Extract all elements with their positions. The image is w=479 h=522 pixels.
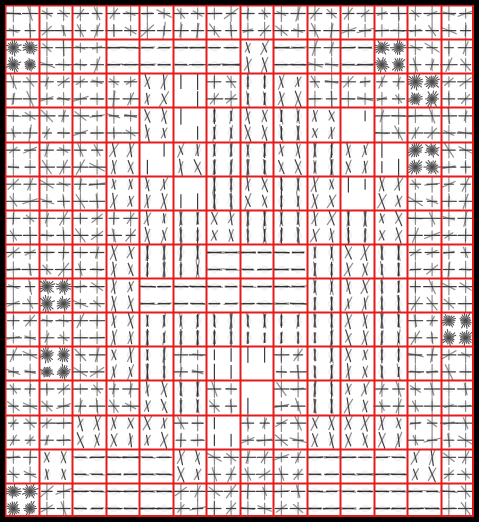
hog-cell — [348, 176, 365, 192]
hog-cell — [140, 6, 171, 39]
hog-cell — [207, 450, 238, 483]
hog-cell — [441, 416, 475, 447]
hog-cell — [408, 279, 440, 312]
hog-cell — [174, 347, 206, 380]
hog-cell — [210, 108, 235, 141]
hog-cell — [341, 487, 373, 512]
hog-cell — [173, 483, 206, 517]
hog-cell — [39, 279, 71, 312]
hog-cell — [143, 416, 168, 448]
hog-cell — [110, 313, 135, 345]
hog-cell — [210, 176, 235, 210]
hog-cell — [344, 313, 369, 346]
hog-cell — [5, 74, 37, 107]
hog-cell — [6, 382, 37, 414]
hog-cell — [41, 75, 71, 106]
hog-cell — [143, 244, 168, 277]
hog-cell — [143, 314, 168, 346]
hog-cell — [7, 450, 37, 482]
hog-cell — [344, 348, 369, 380]
hog-cell — [409, 6, 440, 39]
hog-cell — [311, 416, 336, 448]
hog-cell — [73, 144, 105, 175]
hog-cell — [177, 450, 202, 482]
hog-cell — [308, 7, 339, 39]
hog-cell — [240, 249, 272, 274]
hog-cell — [109, 381, 139, 413]
hog-cell — [210, 313, 235, 347]
hog-cell — [143, 109, 168, 142]
hog-cell — [378, 313, 403, 346]
hog-cell — [341, 453, 374, 478]
hog-cell — [143, 178, 168, 209]
hog-cell — [39, 7, 72, 39]
hog-cell — [341, 6, 373, 38]
hog-cell — [344, 244, 369, 276]
hog-cell — [277, 142, 302, 174]
hog-cell — [214, 418, 231, 447]
hog-cell — [106, 211, 137, 243]
hog-cell — [110, 280, 135, 312]
hog-cell — [143, 212, 168, 244]
hog-cell — [275, 415, 306, 448]
hog-cell — [241, 483, 273, 515]
hog-visualization — [5, 5, 474, 517]
hog-cell — [277, 108, 302, 141]
hog-cell — [407, 210, 440, 243]
hog-cell — [274, 283, 307, 308]
hog-cell — [73, 176, 105, 210]
hog-cell — [207, 6, 238, 39]
hog-cell — [6, 111, 39, 142]
hog-cell — [311, 244, 336, 277]
hog-cell — [110, 179, 135, 209]
hog-cell — [408, 143, 440, 174]
hog-cell — [308, 75, 339, 107]
hog-cell — [444, 246, 472, 278]
hog-cell — [139, 453, 172, 478]
hog-cell — [181, 194, 198, 209]
hog-cell — [181, 108, 198, 140]
hog-cell — [248, 347, 265, 362]
hog-cell — [40, 177, 71, 208]
hog-cell — [110, 143, 135, 173]
hog-cell — [210, 212, 235, 242]
hog-cell — [39, 483, 71, 516]
hog-cell — [73, 212, 103, 243]
hog-cell — [177, 313, 202, 346]
hog-cell — [40, 347, 70, 380]
hog-cell — [39, 210, 71, 243]
hog-cell — [374, 453, 407, 478]
hog-cell — [407, 109, 440, 139]
hog-cell — [407, 487, 439, 512]
hog-cell — [244, 143, 269, 175]
hog-cell — [407, 347, 438, 380]
hog-canvas — [5, 5, 474, 517]
hog-cell — [408, 382, 440, 415]
hog-cell — [244, 177, 269, 209]
hog-cell — [174, 416, 204, 448]
hog-cell — [442, 347, 473, 380]
hog-cell — [378, 279, 403, 311]
hog-cell — [442, 142, 472, 174]
hog-cell — [73, 43, 105, 73]
hog-cell — [72, 108, 104, 142]
hog-cell — [242, 7, 271, 39]
hog-cell — [441, 210, 473, 242]
hog-cell — [110, 347, 135, 379]
hog-cell — [206, 283, 238, 308]
hog-cell — [39, 110, 70, 140]
hog-cell — [307, 40, 339, 72]
hog-cell — [411, 449, 436, 482]
hog-cell — [344, 382, 369, 414]
hog-cell — [206, 484, 238, 516]
hog-cell — [139, 283, 171, 308]
hog-cell — [441, 40, 473, 72]
hog-cell — [277, 313, 302, 344]
hog-cell — [72, 487, 105, 512]
hog-cell — [39, 418, 71, 445]
hog-cell — [173, 283, 205, 308]
hog-cell — [277, 210, 302, 243]
hog-cell — [177, 244, 202, 277]
hog-cell — [5, 348, 37, 380]
hog-cell — [277, 176, 302, 210]
hog-cell — [174, 8, 205, 39]
hog-cell — [5, 312, 36, 345]
hog-cell — [106, 6, 138, 36]
hog-cell — [374, 108, 406, 142]
hog-cell — [40, 383, 71, 414]
hog-cell — [43, 452, 68, 480]
hog-cell — [139, 44, 171, 69]
hog-cell — [374, 381, 405, 414]
hog-cell — [407, 415, 440, 448]
hog-cell — [177, 143, 202, 175]
hog-cell — [244, 210, 269, 244]
hog-cell — [375, 6, 407, 38]
hog-cell — [7, 278, 38, 311]
hog-cell — [378, 244, 403, 277]
hog-cell — [244, 313, 269, 343]
hog-cell — [110, 416, 135, 447]
hog-cell — [409, 41, 440, 73]
hog-cell — [341, 77, 373, 107]
hog-cell — [377, 74, 405, 105]
hog-cell — [341, 44, 374, 69]
hog-cell — [106, 109, 138, 139]
hog-cell — [311, 111, 336, 139]
hog-cell — [441, 484, 474, 517]
hog-cell — [378, 211, 403, 243]
hog-cell — [410, 245, 441, 277]
hog-cell — [442, 450, 474, 481]
hog-cell — [6, 5, 38, 39]
hog-cell — [344, 143, 369, 174]
hog-cell — [408, 176, 439, 209]
hog-cell — [106, 453, 139, 478]
hog-cell — [378, 347, 403, 380]
hog-cell — [378, 177, 403, 209]
hog-cell — [206, 75, 237, 107]
hog-cell — [174, 44, 206, 69]
hog-cell — [208, 381, 237, 414]
hog-cell — [273, 44, 306, 69]
hog-cell — [344, 210, 369, 244]
hog-cell — [7, 142, 37, 175]
hog-cell — [73, 246, 104, 278]
hog-cell — [177, 211, 202, 244]
hog-cell — [311, 278, 336, 310]
hog-cell — [311, 347, 336, 380]
hog-cell — [382, 143, 399, 175]
hog-cell — [147, 144, 164, 174]
hog-cell — [408, 315, 437, 345]
hog-cell — [73, 76, 104, 104]
hog-cell — [143, 74, 168, 106]
hog-cell — [210, 144, 235, 175]
hog-cell — [106, 487, 139, 512]
hog-cell — [206, 44, 239, 69]
hog-cell — [441, 176, 472, 209]
hog-cell — [442, 75, 473, 107]
hog-cell — [73, 348, 105, 380]
hog-cell — [110, 245, 135, 277]
hog-cell — [311, 313, 336, 346]
hog-cell — [244, 75, 269, 107]
hog-cell — [274, 452, 305, 483]
hog-cell — [214, 349, 231, 380]
hog-cell — [143, 381, 168, 412]
hog-cell — [307, 453, 339, 478]
hog-cell — [311, 381, 336, 414]
hog-cell — [206, 249, 239, 274]
hog-cell — [441, 108, 474, 140]
hog-cell — [277, 74, 302, 106]
hog-cell — [274, 249, 305, 274]
hog-cell — [5, 212, 37, 244]
hog-cell — [274, 381, 306, 414]
hog-cell — [72, 6, 103, 37]
hog-cell — [177, 382, 202, 414]
hog-cell — [8, 416, 37, 445]
hog-cell — [244, 41, 269, 73]
hog-cell — [240, 451, 273, 482]
hog-cell — [311, 142, 336, 175]
hog-cell — [374, 487, 407, 512]
hog-cell — [344, 415, 369, 447]
hog-cell — [307, 487, 340, 512]
hog-cell — [442, 7, 474, 39]
hog-cell — [73, 313, 105, 345]
hog-cell — [39, 143, 70, 174]
hog-cell — [181, 74, 198, 106]
hog-cell — [378, 416, 403, 448]
hog-cell — [76, 415, 101, 447]
hog-cell — [240, 283, 273, 308]
hog-cell — [109, 76, 139, 107]
hog-cell — [73, 280, 104, 310]
hog-cell — [274, 347, 306, 379]
hog-cell — [310, 211, 336, 242]
hog-cell — [6, 39, 38, 72]
hog-cell — [39, 244, 72, 277]
hog-cell — [244, 108, 269, 140]
hog-cell — [6, 178, 38, 209]
hog-cell — [139, 487, 172, 512]
hog-cell — [442, 313, 472, 346]
hog-cell — [106, 44, 139, 69]
hog-cell — [72, 453, 105, 478]
hog-cell — [311, 177, 336, 209]
hog-cell — [441, 382, 474, 415]
hog-cell — [273, 485, 306, 515]
hog-cell — [40, 315, 71, 345]
hog-cell — [7, 246, 39, 277]
hog-cell — [6, 485, 38, 516]
hog-cell — [275, 6, 306, 38]
hog-cell — [408, 74, 439, 107]
hog-cell — [73, 382, 105, 413]
hog-cell — [374, 41, 407, 72]
hog-cell — [442, 279, 473, 312]
hog-cell — [242, 415, 273, 445]
hog-cell — [143, 347, 168, 380]
hog-cell — [344, 280, 369, 312]
hog-cell — [39, 39, 71, 72]
